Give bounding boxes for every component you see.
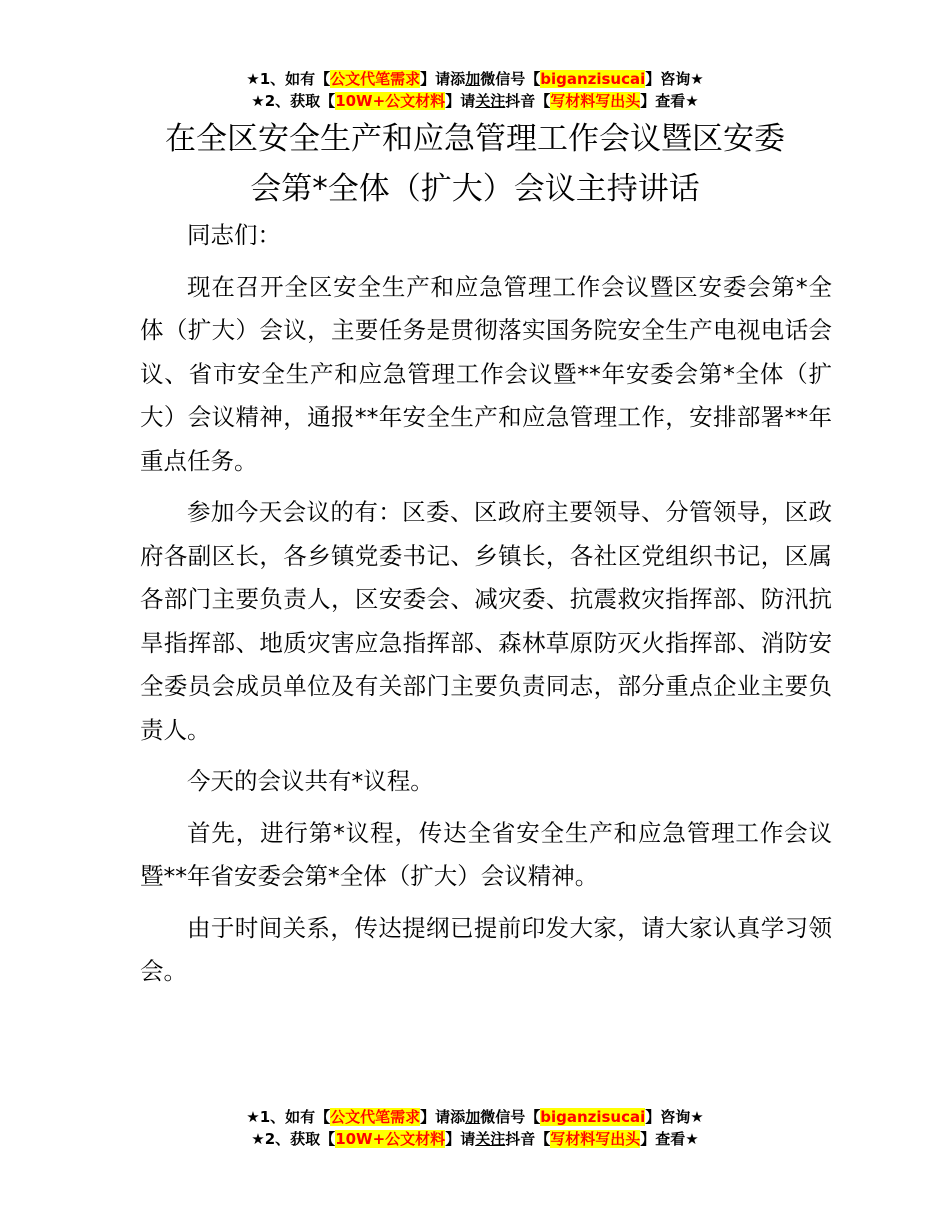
promo-text: 微信号【 <box>480 1108 541 1126</box>
promo-text: 】请 <box>445 1130 476 1148</box>
promo-footer <box>0 1106 950 1150</box>
promo-line-1 <box>0 1106 950 1128</box>
body-paragraph: 现在召开全区安全生产和应急管理工作会议暨区安委会第*全体（扩大）会议，主要任务是贯彻落实国务院安全生产电视电话会议、省市安全生产和应急管理工作会议暨**年安委会第*全体（扩大）会议精神，通报**年安全生产和应急管理工作，安排部署**年重点任务。 <box>140 272 832 475</box>
promo-line-2 <box>0 1128 950 1150</box>
promo-highlight: 写材料写出头 <box>550 92 641 110</box>
promo-line-2 <box>0 90 950 112</box>
promo-text: 】请添 <box>420 70 466 88</box>
promo-highlight: 10W+公文材料 <box>335 92 446 110</box>
promo-text: 】请添 <box>420 1108 466 1126</box>
promo-underlined-text: 关注 <box>475 92 506 110</box>
promo-text: 】请 <box>445 92 476 110</box>
promo-underlined-text: 关注 <box>475 1130 506 1148</box>
promo-highlight: biganzisucai <box>540 1108 646 1126</box>
promo-line-1 <box>0 68 950 90</box>
title-line-2: 会第*全体（扩大）会议主持讲话 <box>250 171 700 207</box>
promo-text: 】查看★ <box>640 92 699 110</box>
promo-text: 抖音【 <box>505 92 551 110</box>
promo-highlight: biganzisucai <box>540 70 646 88</box>
promo-text: ★1、如有【 <box>246 70 331 88</box>
body-paragraph: 首先，进行第*议程，传达全省安全生产和应急管理工作会议暨**年省安委会第*全体（扩大）会议精神。 <box>140 818 832 890</box>
document-body <box>140 214 832 1002</box>
promo-highlight: 公文代笔需求 <box>330 70 421 88</box>
promo-header <box>0 68 950 112</box>
promo-text: 】查看★ <box>640 1130 699 1148</box>
promo-highlight: 10W+公文材料 <box>335 1130 446 1148</box>
promo-text: 抖音【 <box>505 1130 551 1148</box>
promo-text: ★1、如有【 <box>246 1108 331 1126</box>
promo-text: 】咨询★ <box>645 1108 704 1126</box>
body-paragraph: 由于时间关系，传达提纲已提前印发大家，请大家认真学习领会。 <box>140 913 832 985</box>
document-title <box>0 114 950 214</box>
promo-text: ★2、获取【 <box>251 1130 336 1148</box>
promo-highlight: 公文代笔需求 <box>330 1108 421 1126</box>
promo-text: ★2、获取【 <box>251 92 336 110</box>
title-line-1: 在全区安全生产和应急管理工作会议暨区安委 <box>165 121 785 157</box>
salutation-paragraph: 同志们： <box>187 221 281 249</box>
promo-underlined-text: 加 <box>465 70 481 88</box>
promo-highlight: 写材料写出头 <box>550 1130 641 1148</box>
promo-text: 】咨询★ <box>645 70 704 88</box>
promo-text: 微信号【 <box>480 70 541 88</box>
promo-underlined-text: 加 <box>465 1108 481 1126</box>
body-paragraph: 参加今天会议的有：区委、区政府主要领导、分管领导，区政府各副区长，各乡镇党委书记、乡镇长，各社区党组织书记，区属各部门主要负责人，区安委会、减灾委、抗震救灾指挥部、防汛抗旱指挥部、地质灾害应急指挥部、森林草原防灭火指挥部、消防安全委员会成员单位及有关部门主要负责同志，部分重点企业主要负责人。 <box>140 498 832 744</box>
body-paragraph: 今天的会议共有*议程。 <box>187 767 434 795</box>
